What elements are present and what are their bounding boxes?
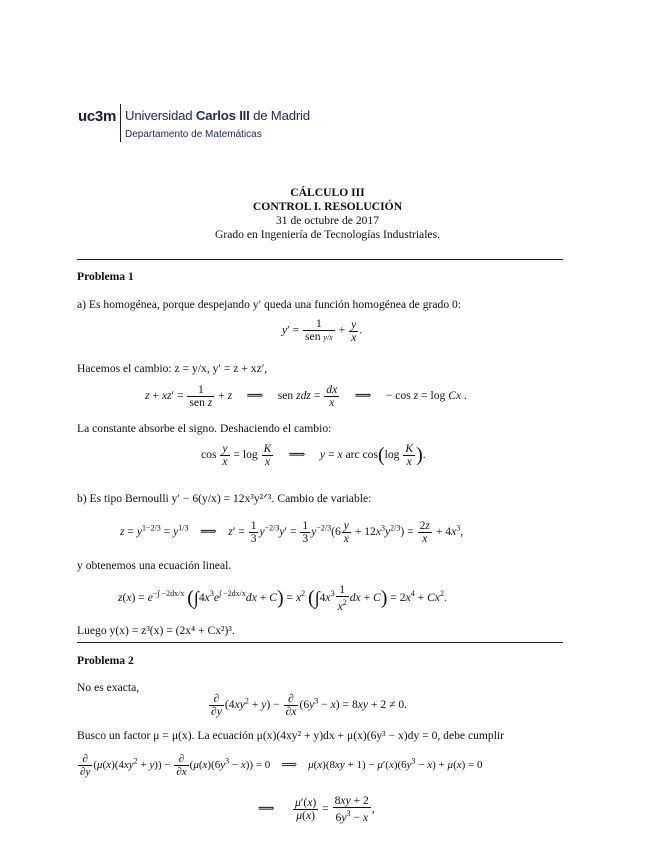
university-name: [125, 108, 310, 123]
equation-p1-2: z + xz′ = $\frac{1}{\text{sen z}}$ + z ⟹ sen zdz = $\frac{dx}{x}$ ⟹ − cos z = log Cx .: [145, 383, 467, 409]
section-divider: [77, 259, 563, 260]
equation-p2-2: $\frac{\partial}{\partial y}$ $(\mu(x)(4xy^2 + y))$ − $\frac{\partial}{\partial x}$ $(\mu(x)(6y^3 - x)) = 0$ ⟹ $\mu(x)(8xy + 1) - \mu'(x)(6y^3 - x) + \mu(x) = 0$: [80, 753, 483, 778]
department-name: Departamento de Matemáticas: [125, 129, 262, 140]
university-suffix: de Madrid: [253, 108, 310, 123]
problem-divider: [77, 642, 563, 643]
degree-name: Grado en Ingeniería de Tecnologías Industriales.: [215, 228, 440, 241]
equation-p1-1: y′ = $\frac{1}{\text{sen y/x}}$ + $\frac{y}{x}$ .: [282, 317, 363, 344]
equation-p2-3: ⟹ $\frac{\mu'(x)}{\mu(x)}$ = $\frac{8xy + 2}{6y^3 - x}$ ,: [258, 794, 375, 824]
problem-2-heading: Problema 2: [77, 654, 134, 667]
equation-p1-3: cos $\frac{y}{x}$ = log $\frac{K}{x}$ ⟹ y = x arc cos(log $\frac{K}{x}$ ).: [201, 442, 426, 468]
problem-1-change-text: Hacemos el cambio: z = y/x, y′ = z + xz′,: [77, 362, 268, 375]
equation-p2-1: $\frac{\partial}{\partial y}$ $(4xy^2 + y)$ − $\frac{\partial}{\partial x}$ $(6y^3 - x) = 8xy + 2 \ne 0$.: [211, 692, 408, 718]
logo-divider: [120, 104, 121, 142]
problem-2-factor-text: Busco un factor μ = μ(x). La ecuación μ(x)(4xy² + y)dx + μ(x)(6y³ − x)dy = 0, debe cumplir: [77, 729, 505, 742]
problem-2-intro-text: No es exacta,: [77, 681, 140, 694]
university-prefix: Universidad: [125, 108, 193, 123]
logo-mark: uc3m: [78, 108, 116, 125]
problem-1-final-text: Luego y(x) = z³(x) = (2x⁴ + Cx²)³.: [77, 624, 235, 637]
problem-1-heading: Problema 1: [77, 270, 134, 283]
problem-1b-text: b) Es tipo Bernoulli y′ − 6(y/x) = 12x³y²ᐟ³. Cambio de variable:: [77, 492, 372, 505]
exam-date: 31 de octubre de 2017: [275, 214, 380, 227]
equation-p1-4: $z = y^{1-2/3} = y^{1/3}$ ⟹ z′ = $\frac{1}{3}$ $y^{-2/3}y'$ = $\frac{1}{3}$ $y^{-2/3}(6$ $\frac{y}{x}$ + $12x^3y^{2/3}$) = $\frac{2z}{x}$ + $4x^3$,: [120, 519, 464, 545]
problem-1a-text: a) Es homogénea, porque despejando y′ queda una función homogénea de grado 0:: [77, 298, 462, 311]
equation-p1-5: $z(x) = e^{-\int -2dx/x}$ $(\int 4x^3e^{\int -2dx/x}dx + C) = x^2$ ($\int 4x^3$ $\frac{1}{x^2}$ dx + $C) = 2x^4 + Cx^2$.: [118, 583, 447, 613]
course-title: CÁLCULO III: [290, 186, 365, 199]
problem-1-absorb-text: La constante absorbe el signo. Deshaciendo el cambio:: [77, 422, 332, 435]
problem-1-linear-text: y obtenemos una ecuación lineal.: [77, 559, 232, 572]
exam-title: CONTROL I. RESOLUCIÓN: [252, 200, 403, 213]
university-name-bold: Carlos III: [195, 108, 250, 123]
